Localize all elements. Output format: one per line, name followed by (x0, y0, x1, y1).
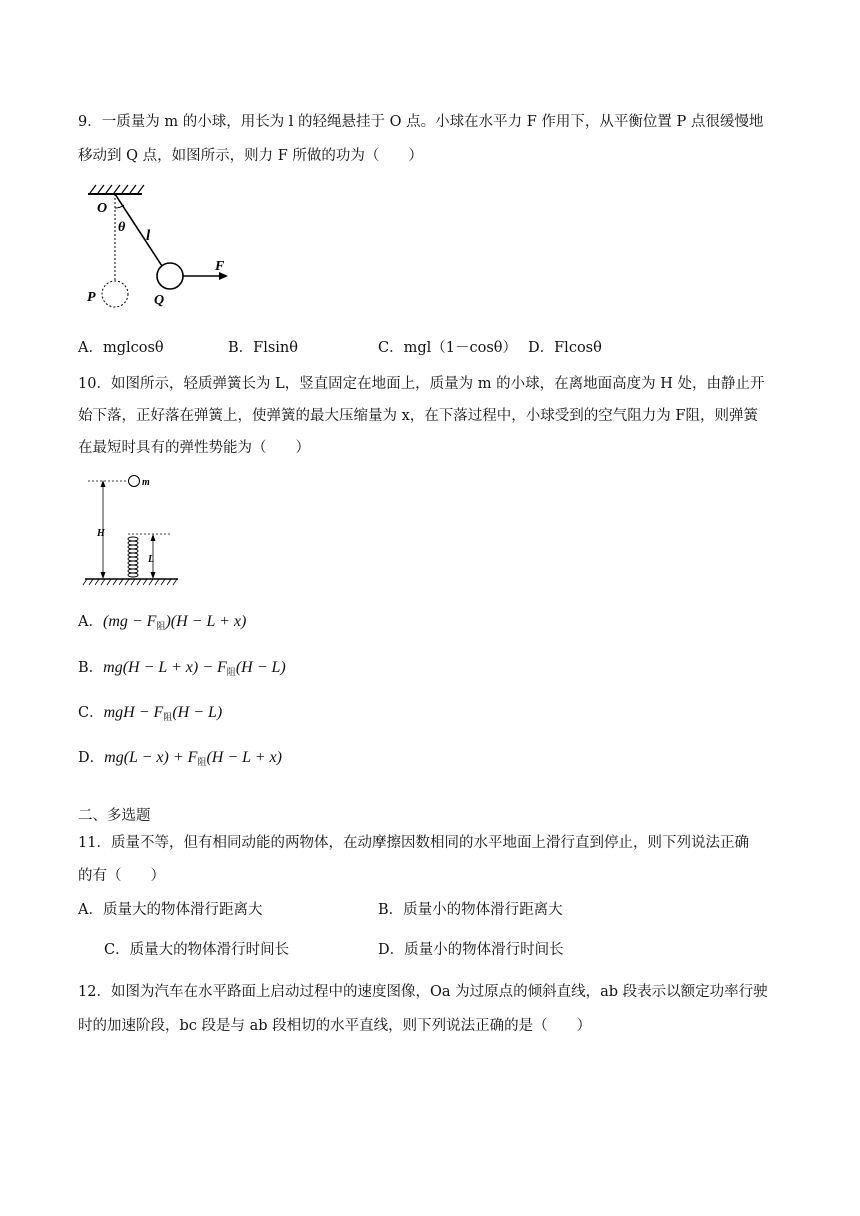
q9-text-line1: 9．一质量为 m 的小球，用长为 l 的轻绳悬挂于 O 点。小球在水平力 F 作用下，从平衡位置 P 点很缓慢地 (78, 114, 764, 130)
q10-option-c-sub: 阻 (163, 712, 173, 722)
q10-option-d-expr: mg(L − x) + F (104, 749, 198, 766)
q9-label-O: O (97, 201, 108, 216)
q10-option-b-sub: 阻 (226, 667, 236, 677)
q11-option-c: C．质量大的物体滑行时间长 (104, 942, 290, 958)
q10-label-H: H (97, 528, 105, 539)
q10-option-c (78, 703, 222, 727)
q10-option-a-sub: 阻 (156, 621, 166, 631)
q11-text-line2: 的有（ ） (78, 868, 165, 884)
q10-option-a-letter: A． (78, 614, 103, 630)
q10-text-line2: 始下落，正好落在弹簧上，使弹簧的最大压缩量为 x，在下落过程中，小球受到的空气阻力为 F阻，则弹簧 (78, 408, 758, 424)
q11-option-b: B．质量小的物体滑行距离大 (378, 902, 563, 918)
q12-text-line2: 时的加速阶段，bc 段是与 ab 段相切的水平直线，则下列说法正确的是（ ） (78, 1018, 592, 1034)
q10-text-line1: 10．如图所示，轻质弹簧长为 L，竖直固定在地面上，质量为 m 的小球，在离地面高度为 H 处，由静止开 (78, 376, 765, 392)
q10-option-d-sub: 阻 (197, 757, 207, 767)
q10-option-c-letter: C． (78, 705, 104, 721)
q9-label-l: l (146, 228, 151, 244)
q9-option-b: B．Flsinθ (228, 340, 299, 356)
q9-label-P: P (87, 290, 96, 305)
q11-option-d: D．质量小的物体滑行时间长 (378, 942, 564, 958)
q10-option-c-expr: mgH − F (103, 704, 164, 721)
q9-label-F: F (215, 259, 225, 274)
q9-option-a: A．mglcosθ (78, 340, 164, 356)
q10-option-d-tail: (H − L + x) (206, 749, 282, 766)
q10-option-b-expr: mg(H − L + x) − F (103, 659, 227, 676)
q10-option-a-tail: )(H − L + x) (165, 613, 247, 630)
q9-text-line2: 移动到 Q 点，如图所示，则力 F 所做的功为（ ） (78, 148, 423, 164)
q10-option-c-tail: (H − L) (172, 704, 223, 721)
q9-label-Q: Q (154, 293, 165, 308)
q10-option-b (78, 658, 286, 682)
q9-label-theta: θ (118, 220, 126, 235)
q9-option-c: C．mgl（1－cosθ） (378, 340, 518, 356)
q10-option-b-letter: B． (78, 660, 104, 676)
q10-label-L: L (148, 554, 155, 565)
q10-option-a (78, 612, 246, 636)
q10-label-m: m (142, 477, 150, 488)
q10-spring-figure (82, 470, 192, 590)
q11-option-a: A．质量大的物体滑行距离大 (78, 902, 263, 918)
q10-option-d-letter: D． (78, 750, 105, 766)
q12-text-line1: 12．如图为汽车在水平路面上启动过程中的速度图像，Oa 为过原点的倾斜直线，ab 段表示以额定功率行驶 (78, 984, 768, 1000)
q10-option-a-expr: (mg − F (102, 613, 157, 630)
q10-option-d (78, 748, 282, 772)
q9-option-d: D．Flcosθ (528, 340, 602, 356)
q9-pendulum-figure (80, 180, 250, 310)
q10-text-line3: 在最短时具有的弹性势能为（ ） (78, 440, 310, 456)
section-title-multi-choice: 二、多选题 (78, 808, 151, 824)
q10-option-b-tail: (H − L) (235, 659, 286, 676)
q11-text-line1: 11．质量不等，但有相同动能的两物体，在动摩擦因数相同的水平地面上滑行直到停止，则下列说法正确 (78, 835, 749, 851)
